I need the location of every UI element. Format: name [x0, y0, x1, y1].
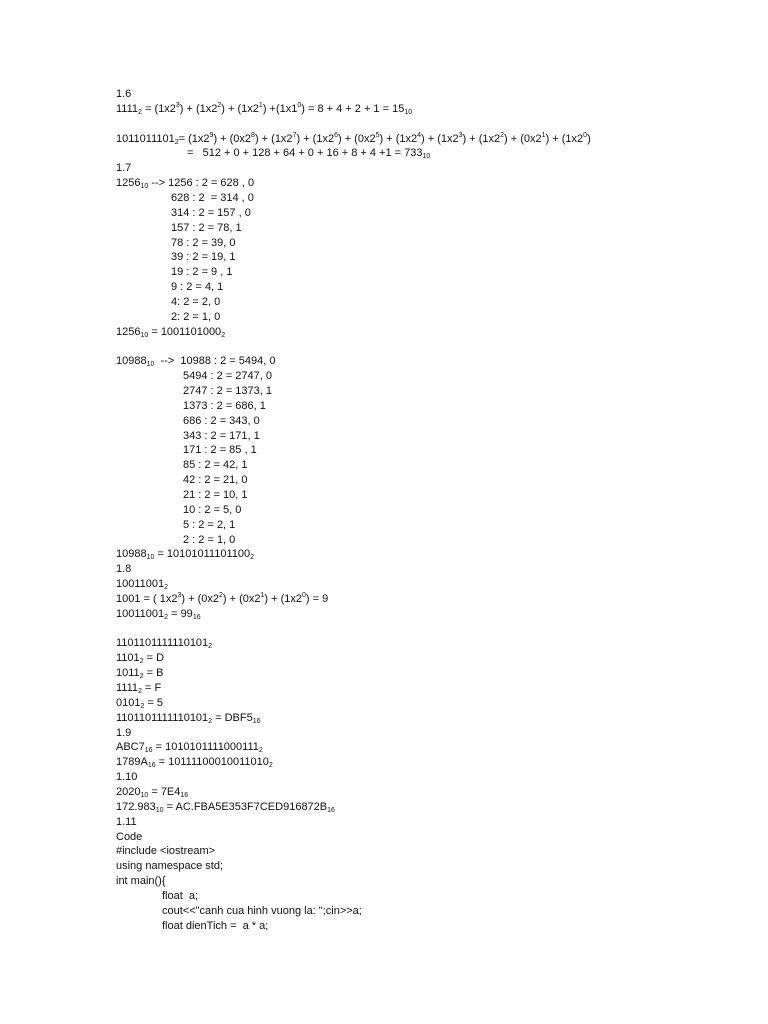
text-line: $0101_2 = 5$ [116, 696, 164, 710]
text-line: 5494 : 2 = 2747, 0 [183, 370, 272, 383]
text-line: 21 : 2 = 10, 1 [183, 488, 248, 501]
text-line: $1789A_{16} = 10111100010011010_2$ [116, 756, 273, 770]
text-line: $1256_{10} = 1001101000_2$ [116, 325, 226, 339]
text-line: $1256_{10}$ --> 1256 : 2 = 628 , 0 [116, 177, 255, 191]
text-line: $10988_{10}$ --> 10988 : 2 = 5494, 0 [116, 355, 276, 369]
text-line: 1373 : 2 = 686, 1 [183, 399, 266, 412]
text-line: 78 : 2 = 39, 0 [171, 236, 236, 249]
text-line: $10011001_2 = 99_{16}$ [116, 607, 201, 621]
text-line: $1101_2 = D$ [116, 652, 165, 666]
text-line: 1.8 [116, 563, 132, 576]
text-line: $1101101111110101_2$ [116, 637, 213, 651]
text-line: 157 : 2 = 78, 1 [171, 221, 242, 234]
text-line: 42 : 2 = 21, 0 [183, 474, 248, 487]
text-line: 1.11 [116, 815, 137, 828]
text-line: $1111_2 = F$ [116, 682, 162, 695]
text-line: 2 : 2 = 1, 0 [183, 533, 236, 546]
text-line: 1.7 [116, 162, 132, 175]
text-line: cout<<"canh cua hinh vuong la: ";cin>>a; [162, 904, 362, 917]
text-line: 39 : 2 = 19, 1 [171, 251, 236, 264]
text-line: int main(){ [116, 875, 166, 887]
text-line: = $512 + 0 + 128 + 64 + 0 + 16 + 8 + 4 +1 = 733_{10}$ [187, 147, 431, 161]
text-line: 19 : 2 = 9 , 1 [171, 266, 233, 279]
text-line: 5 : 2 = 2, 1 [183, 518, 236, 531]
text-line: 85 : 2 = 42, 1 [183, 459, 248, 472]
text-line: $172.983_{10} = AC.FBA5E353F7CED916872B_{16}$ [116, 800, 335, 814]
text-line: 686 : 2 = 343, 0 [183, 414, 260, 427]
text-line: 4: 2 = 2, 0 [171, 295, 221, 308]
text-line: 2: 2 = 1, 0 [171, 310, 221, 323]
text-line: 171 : 2 = 85 , 1 [183, 444, 257, 457]
text-line: 1001 = ( $1x2^3) + (0x2^2) + (0x2^1) + (1x2^0) = 9$ [116, 591, 329, 605]
text-line: $1011011101_2= (1x2^9) + (0x2^8) + (1x2^7) + (1x2^6) + (0x2^5) + (1x2^4) + (1x2^3) + (1x2^2) + (0x2^1) + (1x2^0)$ [116, 131, 591, 146]
text-line: 628 : 2 = 314 , 0 [171, 191, 254, 204]
text-line: 10 : 2 = 5, 0 [183, 503, 242, 516]
text-line: 343 : 2 = 171, 1 [183, 429, 260, 442]
text-line: float dienTich = a * a; [162, 919, 269, 932]
text-line: $1101101111110101_2 = DBF5_{16}$ [116, 711, 261, 725]
text-line: 9 : 2 = 4, 1 [171, 281, 224, 293]
text-line: #include <iostream> [116, 845, 216, 858]
text-line: $2020_{10} = 7E4_{16}$ [116, 785, 189, 799]
text-line: $ABC7_{16} = 1010101111000111_2$ [116, 741, 263, 755]
text-line: $10988_{10} = 10101011101100_2$ [116, 548, 255, 562]
text-line: 2747 : 2 = 1373, 1 [183, 385, 272, 397]
text-line: Code [116, 830, 143, 843]
text-line: $10011001_2$ [116, 578, 169, 591]
text-line: float a; [162, 889, 199, 902]
text-line: 1.10 [116, 771, 138, 784]
text-line: 1.6 [116, 88, 132, 100]
text-line: using namespace std; [116, 860, 224, 873]
text-line: 1.9 [116, 726, 132, 739]
text-line: $1111_2 = (1x2^3) + (1x2^2) + (1x2^1) +(1x1^0) = 8 + 4 + 2 + 1 = 15_{10}$ [116, 101, 413, 116]
text-line: $1011_2 = B$ [116, 667, 164, 681]
text-line: 314 : 2 = 157 , 0 [171, 206, 251, 219]
